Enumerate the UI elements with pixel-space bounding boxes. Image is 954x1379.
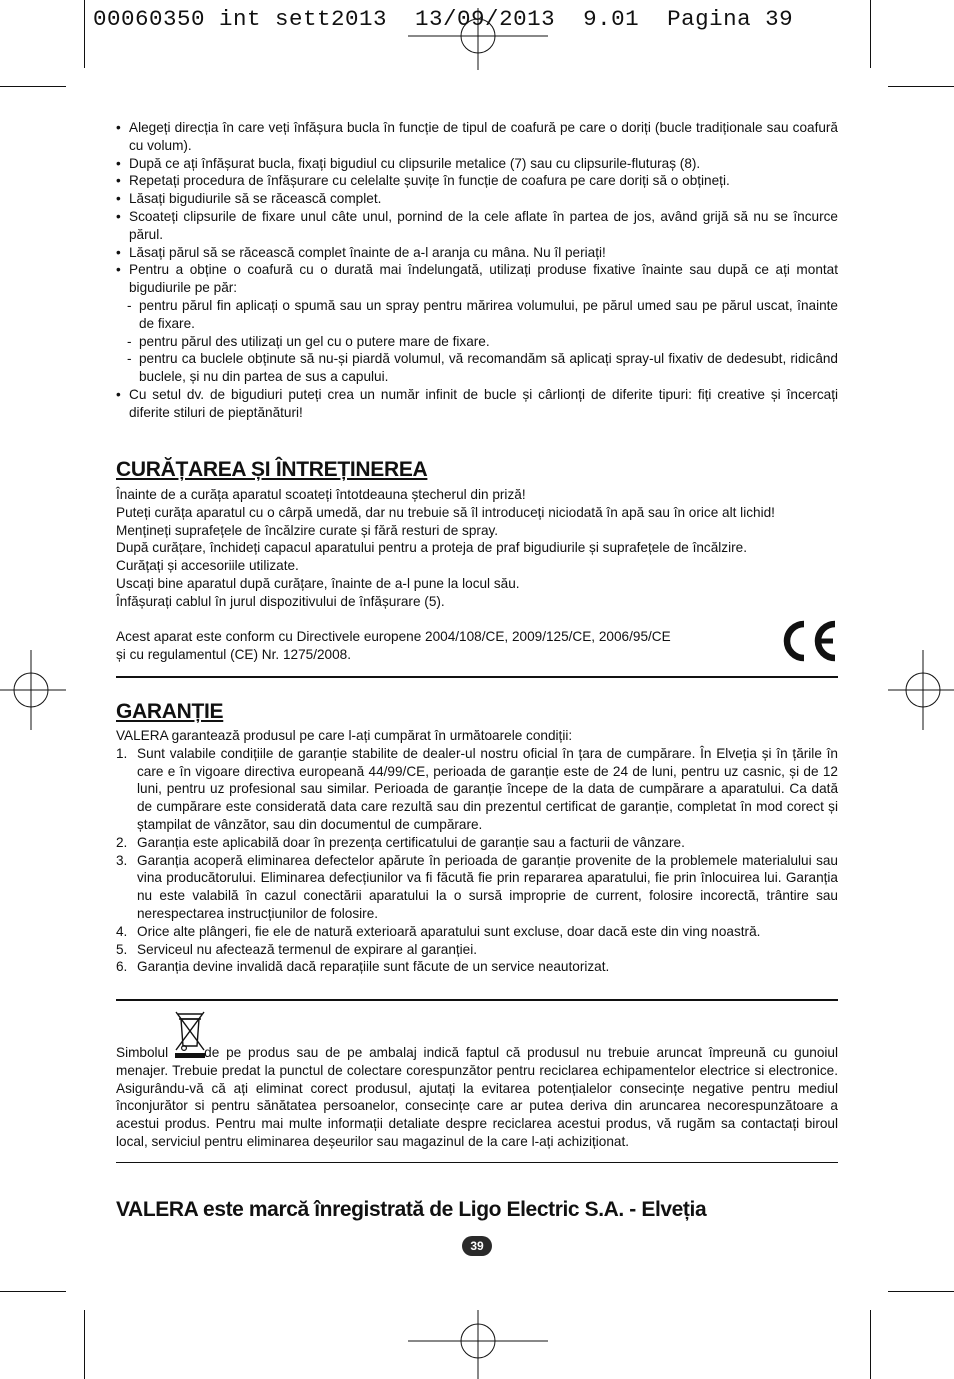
crop-mark (84, 1310, 85, 1379)
crop-mark (0, 1291, 66, 1292)
warranty-intro: VALERA garantează produsul pe care l-ați cumpărat în următoarele condiții: (116, 728, 573, 743)
list-item: 3. Garanția acoperă eliminarea defectelor apărute în perioada de garanție provenite de la problemele materialului sau vina producătorului. Eliminarea defecțiunilor va fi făcută fie prin repararea aparatului, fie prin înlocuirea lui. Garanția nu este valabilă în cazul conectării aparatului la o sursă improprie de current, folosire incorectă, trântire sau nerespectarea instrucțiunilor de folosire. (116, 852, 838, 921)
list-sub-item: - pentru părul fin aplicați o spumă sau un spray pentru mărirea volumului, pe părul umed sau pe părul uscat, înainte de fixare. (127, 297, 838, 331)
ce-mark-icon (778, 618, 840, 664)
registration-mark-top (408, 8, 548, 70)
section-divider (116, 1162, 838, 1163)
crop-mark (870, 1310, 871, 1379)
cleaning-paragraphs (116, 486, 838, 611)
list-item: • Alegeți direcția în care veți înfășura bucla în funcție de tipul de coafură pe care o doriți (bucle tradiționale sau coafură cu volum). (116, 120, 838, 153)
crop-mark (0, 86, 66, 87)
section-title-cleaning: CURĂȚAREA ȘI ÎNTREȚINEREA (116, 458, 428, 481)
section-title-warranty: GARANȚIE (116, 700, 224, 723)
list-item: 1. Sunt valabile condițiile de garanție stabilite de dealer-ul nostru oficial în țara de cumpărare. În Elveția și în țările în care e în vigoare directiva europeană 44/99/CE, perioada de garanție este de 24 de luni, pentru uz casnic, și de 12 luni, pentru uz profesional sau similar. Perioada de garanție începe de la data de cumpărare a aparatului. Ca dată de cumpărare este considerată data care rezultă sau din prezentul certificat de garanție, completat în mod corect și ștampilat de vânzător, sau din documentul de cumpărare. (116, 745, 838, 832)
crop-mark (888, 1291, 954, 1292)
list-item: • Lăsați părul să se răcească complet înainte de a-l aranja cu mâna. Nu îl periați! (116, 244, 606, 260)
cleaning-line: Înfășurați cablul în jurul dispozitivului de înfășurare (5). (116, 593, 445, 609)
page-number-badge: 39 (462, 1236, 492, 1256)
list-item: • Repetați procedura de înfășurare cu celelalte șuvițe în funcție de coafura pe care doriți să o obțineți. (116, 173, 730, 189)
crop-mark (870, 0, 871, 68)
list-item: • Pentru a obține o coafură cu o durată mai îndelungată, utilizați produse fixative înainte sau după ce ați montat bigudiurile pe păr: (116, 262, 838, 296)
list-sub-item: - pentru ca buclele obținute să nu-și piardă volumul, vă recomandăm să aplicați spray-ul fixativ de dedesubt, ridicând buclele, și nu din partea de sus a capului. (127, 351, 838, 385)
crop-mark (888, 86, 954, 87)
list-item: 6. Garanția devine invalidă dacă reparațiile sunt făcute de un service neautorizat. (116, 959, 610, 975)
list-item: 4. Orice alte plângeri, fie ele de natură exterioară aparatului sunt excluse, doar dacă este din ving noastră. (116, 923, 761, 939)
cleaning-line: Mențineți suprafețele de încălzire curate și fără resturi de spray. (116, 522, 499, 538)
cleaning-line: Înainte de a curăța aparatul scoateți întotdeauna ștecherul din priză! (116, 487, 526, 502)
cleaning-line: Puteți curăța aparatul cu o cârpă umedă, dar nu trebuie să îl introduceți niciodată în apă sau în orice alt lichid! (116, 504, 775, 520)
list-item: 2. Garanția este aplicabilă doar în prezența certificatului de garanție sau a facturii de vânzare. (116, 834, 685, 850)
registration-mark-right (888, 650, 954, 730)
registration-mark-left (0, 650, 66, 730)
registration-mark-bottom (408, 1310, 548, 1379)
list-item: • Scoateți clipsurile de fixare unul câte unul, pornind de la cele aflate în partea de jos, având grijă să nu se încurce părul. (116, 208, 838, 242)
list-item: • Cu setul dv. de bigudiuri puteți crea un număr infinit de bucle și cârlionți de diferite tipuri: fiți creative și încercați diferite stiluri de pieptănături! (116, 386, 838, 420)
styling-instructions-list (116, 119, 838, 422)
list-item: 5. Serviceul nu afectează termenul de expirare al garanției. (116, 941, 478, 957)
section-divider (116, 999, 838, 1001)
list-item: • Lăsați bigudiurile să se răcească complet. (116, 191, 382, 207)
warranty-conditions (116, 727, 838, 976)
print-slug-line: 00060350 int sett2013 13/09/2013 9.01 Pagina 39 (93, 6, 794, 32)
list-item: • După ce ați înfășurat bucla, fixați bigudiul cu clipsurile metalice (7) sau cu clipsurile-fluturaș (8). (116, 155, 701, 171)
cleaning-line: Uscați bine aparatul după curățare, înainte de a-l pune la locul său. (116, 575, 520, 591)
list-sub-item: - pentru părul des utilizați un gel cu o putere mare de fixare. (127, 333, 490, 349)
cleaning-line: Curățați și accesoriile utilizate. (116, 558, 299, 574)
disposal-paragraph: Simbolul de pe produs sau de pe ambalaj indică faptul că produsul nu trebuie aruncat împreună cu gunoiul menajer. Trebuie predat la punctul de colectare corespunzător pentru reciclarea echipamentelor electrice si electronice. Asigurându-vă că ați eliminat corect produsul, ajutați la evitarea potențialelor consecințe negative pentru mediul înconjurător si pentru sănătatea persoanelor, consecințe care ar putea deriva din aruncarea necorespunzătoare a acestui produs. Pentru mai multe informații detaliate despre reciclarea acestui produs, vă rugăm sa contactați biroul local, serviciul pentru eliminarea deșeurilor sau magazinul de la care l-ați achiziționat. (116, 1045, 838, 1149)
cleaning-line: După curățare, închideți capacul aparatului pentru a proteja de praf bigudiurile și suprafețele de încălzire. (116, 540, 747, 556)
brand-trademark-line: VALERA este marcă înregistrată de Ligo Electric S.A. - Elveția (116, 1198, 707, 1221)
section-divider (116, 676, 838, 678)
conformity-statement: Acest aparat este conform cu Directivele europene 2004/108/CE, 2009/125/CE, 2006/95/CE și cu regulamentul (CE) Nr. 1275/2008. (116, 629, 671, 662)
crop-mark (84, 0, 85, 68)
